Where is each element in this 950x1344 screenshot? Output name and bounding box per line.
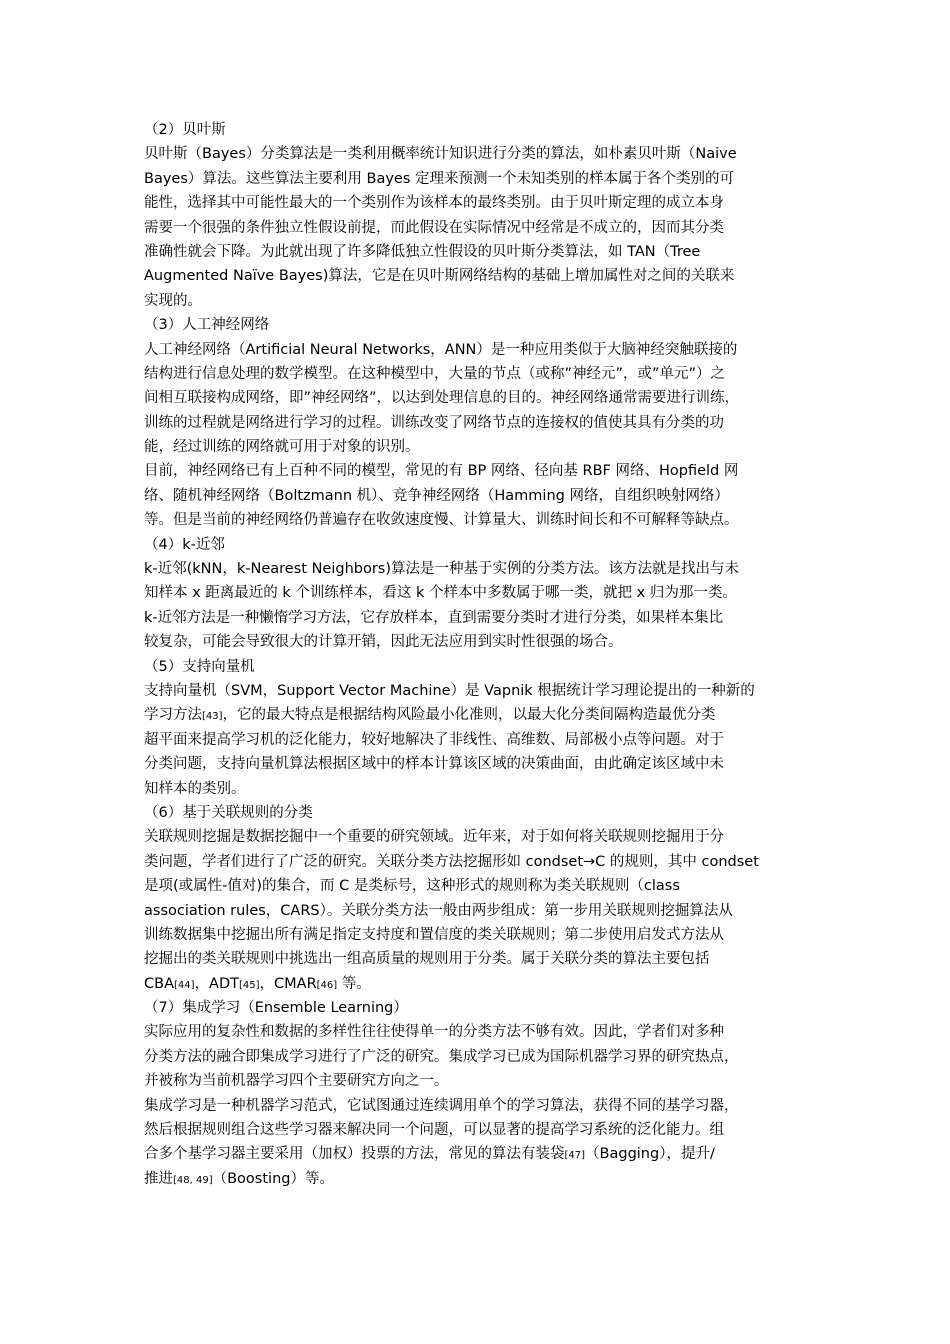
text-run: CBA (144, 975, 174, 992)
citation-ref: [46] (316, 979, 338, 991)
section-heading-svm: （5）支持向量机 (144, 658, 255, 675)
paragraph-line: 人工神经网络（Artificial Neural Networks，ANN）是一种应用类似于大脑神经突触联接的 (144, 341, 738, 358)
paragraph-line: 络、随机神经网络（Boltzmann 机）、竞争神经网络（Hamming 网络，自组织映射网络） (144, 487, 729, 504)
text-run: ，ADT (194, 975, 239, 992)
section-heading-ann: （3）人工神经网络 (144, 317, 270, 334)
paragraph-line: 支持向量机（SVM，Support Vector Machine）是 Vapnik 根据统计学习理论提出的一种新的 (144, 682, 755, 699)
text-run: 合多个基学习器主要采用（加权）投票的方法，常见的算法有装袋 (144, 1146, 565, 1163)
text-run: （Bagging），提升/ (585, 1146, 715, 1163)
section-heading-knn: （4）k-近邻 (144, 536, 225, 553)
paragraph-line: 集成学习是一种机器学习范式，它试图通过连续调用单个的学习算法，获得不同的基学习器， (144, 1097, 739, 1114)
citation-ref: [48, 49] (173, 1174, 213, 1186)
paragraph-line: k-近邻方法是一种懒惰学习方法，它存放样本，直到需要分类时才进行分类，如果样本集比 (144, 609, 724, 626)
paragraph-line (144, 1167, 814, 1191)
section-heading-bayes: （2）贝叶斯 (144, 122, 226, 138)
paragraph-line: 知样本 x 距离最近的 k 个训练样本，看这 k 个样本中多数属于哪一类，就把 x 归为那一类。 (144, 585, 737, 602)
paragraph-line: 需要一个很强的条件独立性假设前提，而此假设在实际情况中经常是不成立的，因而其分类 (144, 219, 724, 236)
section-heading-assoc: （6）基于关联规则的分类 (144, 804, 313, 821)
paragraph-line: 能，经过训练的网络就可用于对象的识别。 (144, 439, 420, 456)
paragraph-line: 目前，神经网络已有上百种不同的模型，常见的有 BP 网络、径向基 RBF 网络、Hopfield 网 (144, 463, 739, 480)
paragraph-line: 间相互联接构成网络，即”神经网络”，以达到处理信息的目的。神经网络通常需要进行训练， (144, 390, 740, 407)
paragraph-line (144, 972, 814, 996)
citation-ref: [43] (202, 711, 223, 723)
paragraph-line: 贝叶斯（Bayes）分类算法是一类利用概率统计知识进行分类的算法，如朴素贝叶斯（Naive (144, 146, 737, 163)
paragraph-line: 训练数据集中挖掘出所有满足指定支持度和置信度的类关联规则；第二步使用启发式方法从 (144, 926, 724, 943)
paragraph-line: 分类方法的融合即集成学习进行了广泛的研究。集成学习已成为国际机器学习界的研究热点， (144, 1048, 739, 1065)
text-run: （Boosting）等。 (212, 1170, 334, 1187)
paragraph-line: 准确性就会下降。为此就出现了许多降低独立性假设的贝叶斯分类算法，如 TAN（Tree (144, 243, 701, 260)
text-run: 等。 (337, 975, 371, 992)
paragraph-line: 并被称为当前机器学习四个主要研究方向之一。 (144, 1073, 449, 1090)
paragraph-line: 分类问题，支持向量机算法根据区域中的样本计算该区域的决策曲面，由此确定该区域中未 (144, 756, 724, 773)
text-run: ，CMAR (259, 975, 317, 992)
paragraph-line: 然后根据规则组合这些学习器来解决同一个问题，可以显著的提高学习系统的泛化能力。组 (144, 1122, 724, 1139)
paragraph-line: 类问题，学者们进行了广泛的研究。关联分类方法挖掘形如 condset→C 的规则，其中 condset (144, 853, 759, 870)
document-body (144, 118, 814, 1191)
paragraph-line: 超平面来提高学习机的泛化能力，较好地解决了非线性、高维数、局部极小点等问题。对于 (144, 731, 724, 748)
text-run: ，它的最大特点是根据结构风险最小化准则，以最大化分类间隔构造最优分类 (222, 707, 716, 724)
paragraph-line: k-近邻(kNN，k-Nearest Neighbors)算法是一种基于实例的分类方法。该方法就是找出与未 (144, 561, 740, 578)
section-heading-ensemble: （7）集成学习（Ensemble Learning） (144, 1000, 408, 1017)
text-run: 推进 (144, 1170, 173, 1187)
citation-ref: [44] (174, 979, 195, 991)
paragraph-line: 等。但是当前的神经网络仍普遍存在收敛速度慢、计算量大、训练时间长和不可解释等缺点。 (144, 512, 739, 529)
paragraph-line (144, 703, 814, 727)
text-run: 学习方法 (144, 707, 202, 724)
paragraph-line: 较复杂，可能会导致很大的计算开销，因此无法应用到实时性很强的场合。 (144, 634, 623, 651)
citation-ref: [45] (238, 979, 260, 991)
paragraph-line: 挖掘出的类关联规则中挑选出一组高质量的规则用于分类。属于关联分类的算法主要包括 (144, 951, 710, 968)
paragraph-line: Bayes）算法。这些算法主要利用 Bayes 定理来预测一个未知类别的样本属于各个类别的可 (144, 170, 734, 187)
paragraph-line (144, 1142, 814, 1166)
paragraph-line: 能性，选择其中可能性最大的一个类别作为该样本的最终类别。由于贝叶斯定理的成立本身 (144, 195, 724, 212)
paragraph-line: 结构进行信息处理的数学模型。在这种模型中，大量的节点（或称”神经元”，或”单元”）之 (144, 365, 726, 382)
paragraph-line: 实现的。 (144, 292, 202, 309)
paragraph-line: 实际应用的复杂性和数据的多样性往往使得单一的分类方法不够有效。因此，学者们对多种 (144, 1024, 724, 1041)
paragraph-line: 训练的过程就是网络进行学习的过程。训练改变了网络节点的连接权的值使其具有分类的功 (144, 414, 724, 431)
citation-ref: [47] (564, 1150, 586, 1162)
paragraph-line: Augmented Naïve Bayes)算法，它是在贝叶斯网络结构的基础上增加属性对之间的关联来 (144, 268, 735, 285)
paragraph-line: 关联规则挖掘是数据挖掘中一个重要的研究领域。近年来，对于如何将关联规则挖掘用于分 (144, 829, 724, 846)
paragraph-line: association rules，CARS）。关联分类方法一般由两步组成：第一步用关联规则挖掘算法从 (144, 902, 733, 919)
paragraph-line: 知样本的类别。 (144, 780, 246, 797)
paragraph-line: 是项(或属性-值对)的集合，而 C 是类标号，这种形式的规则称为类关联规则（class (144, 878, 680, 895)
